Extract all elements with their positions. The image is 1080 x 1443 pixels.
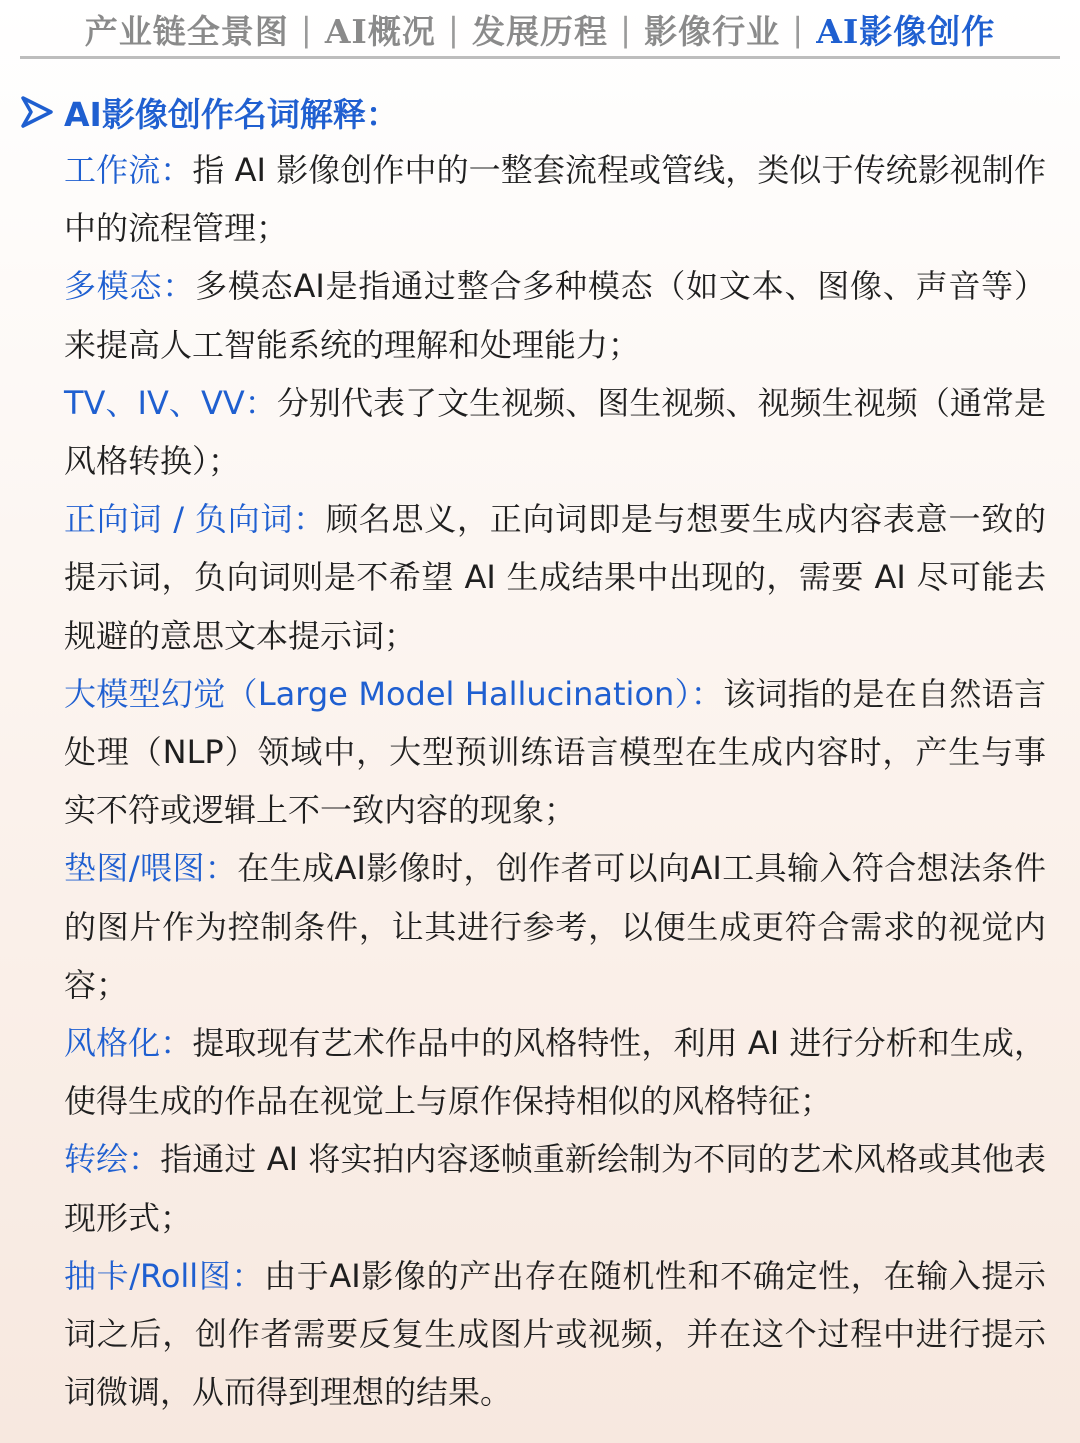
term-name: 转绘 (64, 1140, 129, 1179)
tab-industry-chart[interactable]: 产业链全景图 (84, 11, 289, 51)
term-name: 抽卡/Roll图 (64, 1256, 232, 1295)
tab-ai-overview[interactable]: AI概况 (324, 11, 436, 51)
term-colon: ： (244, 383, 277, 422)
term-name: 工作流 (64, 151, 161, 189)
glossary-item-reference-image (64, 839, 1046, 1014)
term-definition: 指 AI 影像创作中的一整套流程或管线，类似于传统影视制作中的流程管理； (64, 151, 1046, 248)
tab-ai-image-creation[interactable]: AI影像创作 (816, 11, 996, 51)
term-name: 大模型幻觉（Large Model Hallucination） (64, 674, 691, 713)
glossary-item-tv-iv-vv (64, 374, 1046, 490)
term-name: 垫图/喂图 (64, 849, 205, 888)
term-colon: ： (231, 1256, 265, 1295)
term-name: 多模态 (64, 267, 163, 306)
glossary-item-roll (64, 1247, 1046, 1422)
nav-separator: | (620, 9, 633, 49)
section-title: AI影像创作名词解释： (64, 94, 399, 134)
nav-separator: | (792, 9, 805, 49)
glossary-item-hallucination (64, 665, 1046, 840)
term-definition: 在生成AI影像时，创作者可以向AI工具输入符合想法条件的图片作为控制条件，让其进行参考，以便生成更符合需求的视觉内容； (64, 849, 1046, 1004)
term-colon: ： (128, 1140, 161, 1179)
top-nav (0, 0, 1080, 58)
term-definition: 多模态AI是指通过整合多种模态（如文本、图像、声音等）来提高人工智能系统的理解和处理能力； (64, 267, 1046, 364)
term-definition: 顾名思义，正向词即是与想要生成内容表意一致的提示词，负向词则是不希望 AI 生成结果中出现的，需要 AI 尽可能去规避的意思文本提示词； (64, 500, 1046, 655)
glossary-list (64, 141, 1046, 1421)
term-definition: 该词指的是在自然语言处理（NLP）领域中，大型预训练语言模型在生成内容时，产生与事实不符或逻辑上不一致内容的现象； (64, 674, 1046, 830)
tab-imaging-industry[interactable]: 影像行业 (644, 11, 781, 51)
term-colon: ： (160, 1024, 193, 1063)
tab-history[interactable]: 发展历程 (472, 11, 608, 51)
term-definition: 分别代表了文生视频、图生视频、视频生视频（通常是风格转换）； (64, 383, 1046, 481)
nav-separator: | (300, 9, 313, 49)
arrow-right-icon (20, 95, 54, 129)
glossary-item-multimodal (64, 257, 1046, 373)
glossary-item-workflow (64, 141, 1046, 257)
glossary-item-stylization (64, 1014, 1046, 1130)
term-colon: ： (293, 500, 326, 539)
term-name: 风格化 (64, 1024, 161, 1063)
glossary-item-redraw (64, 1130, 1046, 1246)
term-name: 正向词 / 负向词 (64, 500, 294, 539)
term-colon: ： (162, 267, 196, 306)
nav-divider (20, 56, 1060, 59)
term-colon: ： (690, 674, 724, 713)
term-definition: 提取现有艺术作品中的风格特性，利用 AI 进行分析和生成，使得生成的作品在视觉上与原作保持相似的风格特征； (64, 1024, 1046, 1121)
section-heading (20, 88, 399, 136)
term-colon: ： (204, 849, 238, 888)
glossary-item-prompt-words (64, 490, 1046, 665)
term-name: TV、IV、VV (64, 383, 245, 422)
term-definition: 指通过 AI 将实拍内容逐帧重新绘制为不同的艺术风格或其他表现形式； (64, 1140, 1046, 1237)
nav-separator: | (447, 9, 460, 49)
term-definition: 由于AI影像的产出存在随机性和不确定性，在输入提示词之后，创作者需要反复生成图片或视频，并在这个过程中进行提示词微调，从而得到理想的结果。 (64, 1256, 1046, 1412)
term-colon: ： (160, 151, 193, 189)
